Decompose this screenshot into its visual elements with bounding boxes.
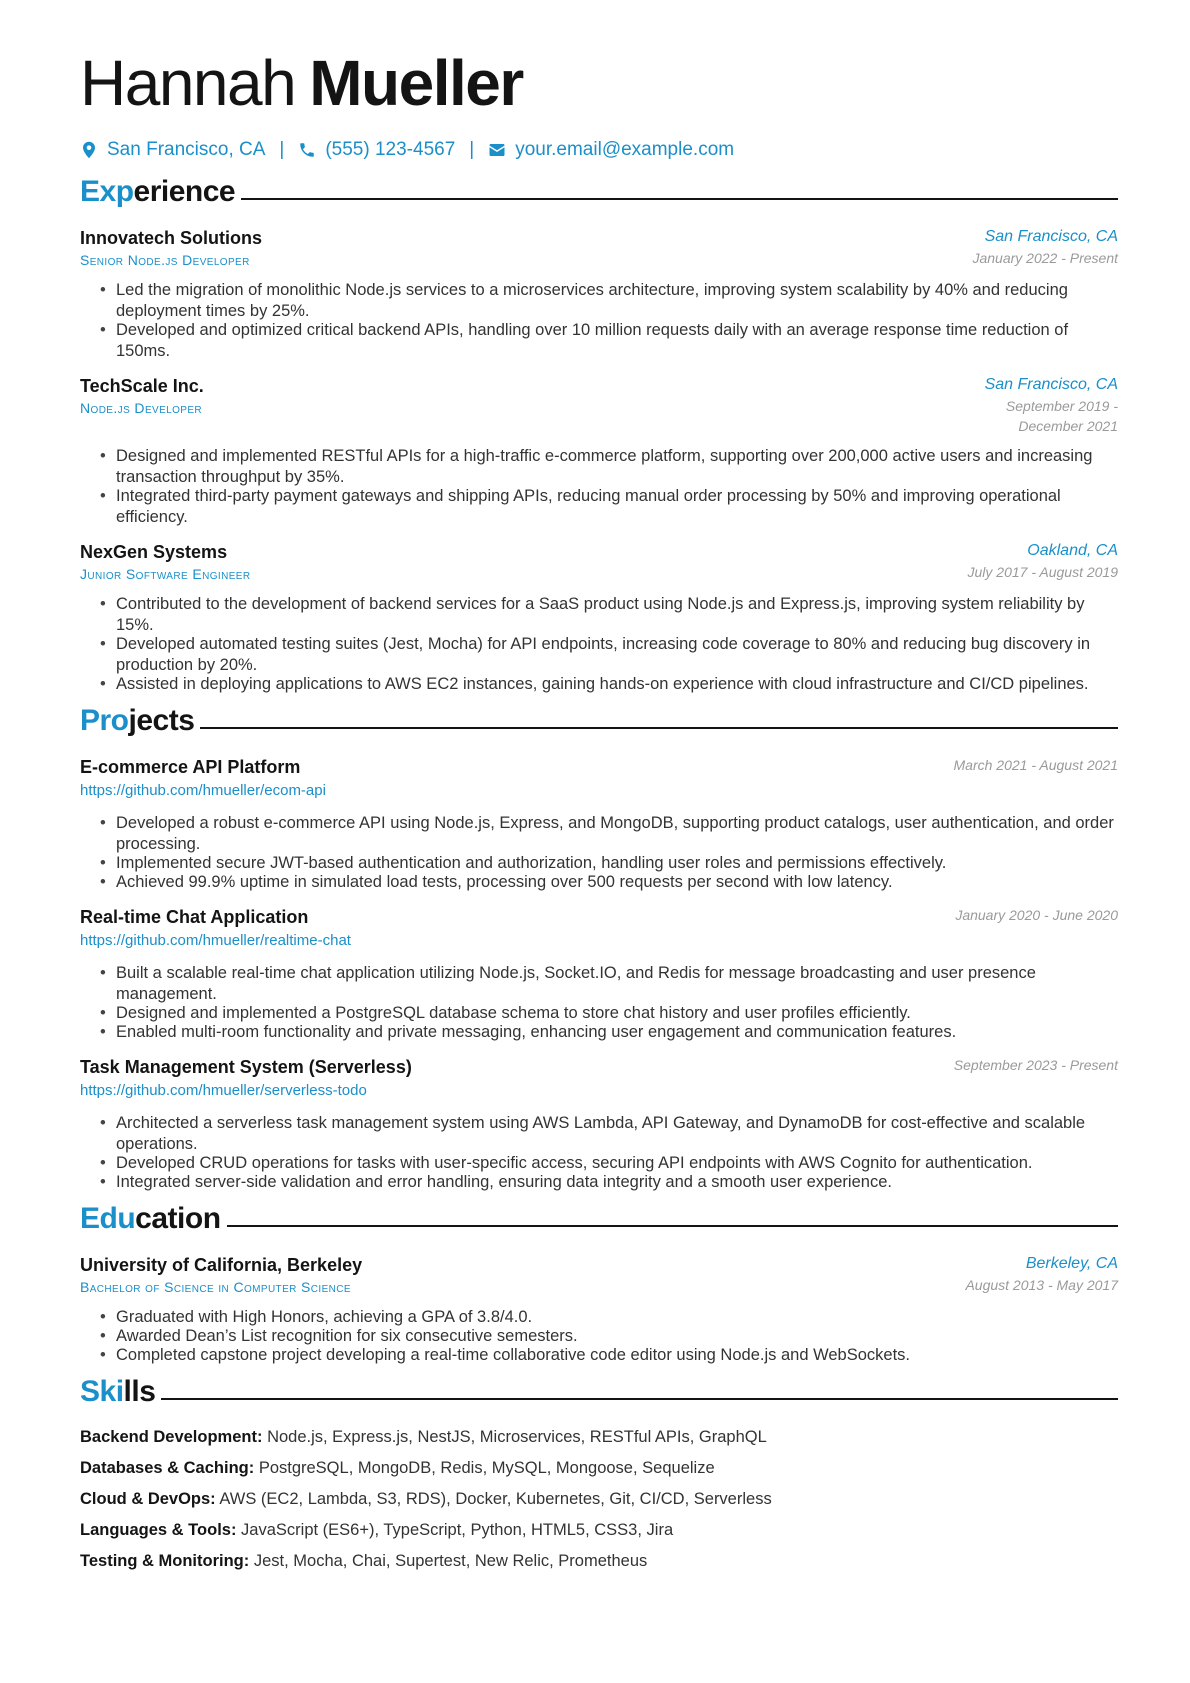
skill-category: Languages & Tools: — [80, 1521, 237, 1539]
job-role: Node.js Developer — [80, 400, 203, 416]
list-item: • Contributed to the development of backend services for a SaaS product using Node.js and Express.js, improving system reliability by 15%. — [116, 594, 1118, 636]
envelope-icon — [488, 141, 506, 159]
job-location: San Francisco, CA — [984, 376, 1118, 393]
contact-separator: | — [279, 139, 285, 160]
experience-entry — [80, 374, 1118, 528]
skill-row — [80, 1422, 1118, 1453]
list-item: • Awarded Dean’s List recognition for six consecutive semesters. — [116, 1326, 1118, 1347]
skill-category: Cloud & DevOps: — [80, 1490, 216, 1508]
bullet-list — [80, 280, 1118, 362]
list-item: • Implemented secure JWT-based authentication and authorization, handling user roles and permissions effectively. — [116, 853, 1118, 874]
email-text: your.email@example.com — [515, 139, 735, 160]
bullet-list — [80, 594, 1118, 695]
phone-icon — [298, 141, 316, 159]
job-dates: September 2019 - December 2021 — [1005, 398, 1118, 434]
job-dates: January 2022 - Present — [972, 250, 1118, 266]
project-entry — [80, 1055, 1118, 1193]
company-name: Innovatech Solutions — [80, 228, 263, 248]
phone-text: (555) 123-4567 — [325, 139, 456, 160]
contact-separator: | — [469, 139, 475, 160]
section-title: Education — [80, 1202, 221, 1235]
project-link[interactable]: https://github.com/hmueller/realtime-chat — [80, 932, 351, 949]
skill-category: Databases & Caching: — [80, 1459, 255, 1477]
list-item: • Integrated third-party payment gateways and shipping APIs, reducing manual order processing by 50% and improving operational efficiency. — [116, 486, 1118, 528]
section-divider — [227, 1225, 1118, 1227]
experience-section-header — [80, 172, 1118, 212]
bullet-list — [80, 1113, 1118, 1193]
skill-category: Backend Development: — [80, 1428, 263, 1446]
skill-items: Node.js, Express.js, NestJS, Microservices, RESTful APIs, GraphQL — [267, 1428, 767, 1446]
map-pin-icon — [80, 141, 98, 159]
list-item: • Built a scalable real-time chat application utilizing Node.js, Socket.IO, and Redis for message broadcasting and user presence management. — [116, 963, 1118, 1005]
contact-email[interactable] — [488, 139, 734, 161]
project-link[interactable]: https://github.com/hmueller/ecom-api — [80, 782, 326, 799]
skill-items: Jest, Mocha, Chai, Supertest, New Relic, Prometheus — [253, 1552, 648, 1570]
section-title: Experience — [80, 175, 236, 208]
project-entry — [80, 755, 1118, 893]
company-name: NexGen Systems — [80, 542, 228, 562]
job-dates: July 2017 - August 2019 — [967, 564, 1118, 580]
contact-phone[interactable] — [298, 139, 455, 161]
experience-entry — [80, 226, 1118, 362]
resume-name — [80, 0, 1118, 124]
job-location: Oakland, CA — [1027, 542, 1118, 559]
list-item: • Achieved 99.9% uptime in simulated load tests, processing over 500 requests per second with low latency. — [116, 872, 1118, 893]
list-item: • Architected a serverless task management system using AWS Lambda, API Gateway, and DynamoDB for cost-effective and scalable operations. — [116, 1113, 1118, 1155]
list-item: • Developed a robust e-commerce API using Node.js, Express, and MongoDB, supporting product catalogs, user authentication, and order processing. — [116, 813, 1118, 855]
location-text: San Francisco, CA — [107, 139, 266, 160]
skill-items: JavaScript (ES6+), TypeScript, Python, HTML5, CSS3, Jira — [241, 1521, 674, 1539]
degree: Bachelor of Science in Computer Science — [80, 1279, 351, 1295]
skill-row — [80, 1515, 1118, 1546]
project-dates: January 2020 - June 2020 — [955, 907, 1118, 923]
project-name: E-commerce API Platform — [80, 757, 301, 777]
project-name: Task Management System (Serverless) — [80, 1057, 412, 1077]
skill-items: PostgreSQL, MongoDB, Redis, MySQL, Mongoose, Sequelize — [258, 1459, 715, 1477]
list-item: • Designed and implemented RESTful APIs for a high-traffic e-commerce platform, supporting over 200,000 active users and increasing transaction throughput by 35%. — [116, 446, 1118, 488]
job-location: San Francisco, CA — [984, 228, 1118, 245]
list-item: • Led the migration of monolithic Node.js services to a microservices architecture, improving system scalability by 40% and reducing deployment times by 25%. — [116, 280, 1118, 322]
skills-list — [80, 1422, 1118, 1577]
skill-items: AWS (EC2, Lambda, S3, RDS), Docker, Kubernetes, Git, CI/CD, Serverless — [219, 1490, 772, 1508]
job-role: Senior Node.js Developer — [80, 252, 250, 268]
skill-category: Testing & Monitoring: — [80, 1552, 250, 1570]
project-entry — [80, 905, 1118, 1043]
education-entry — [80, 1253, 1118, 1366]
experience-entry — [80, 540, 1118, 695]
school-location: Berkeley, CA — [1025, 1255, 1118, 1272]
list-item: • Integrated server-side validation and error handling, ensuring data integrity and a smooth user experience. — [116, 1172, 1118, 1193]
last-name: Mueller — [309, 47, 523, 119]
skill-row — [80, 1546, 1118, 1577]
project-dates: September 2023 - Present — [953, 1057, 1118, 1073]
skills-section-header — [80, 1372, 1118, 1412]
list-item: • Graduated with High Honors, achieving a GPA of 3.8/4.0. — [116, 1307, 1118, 1328]
list-item: • Completed capstone project developing a real-time collaborative code editor using Node.js and WebSockets. — [116, 1345, 1118, 1366]
school-name: University of California, Berkeley — [80, 1255, 363, 1275]
skill-row — [80, 1484, 1118, 1515]
section-title: Projects — [80, 704, 195, 737]
bullet-list — [80, 963, 1118, 1043]
bullet-list — [80, 813, 1118, 893]
contact-location — [80, 139, 265, 161]
education-section-header — [80, 1199, 1118, 1239]
job-role: Junior Software Engineer — [80, 566, 251, 582]
list-item: • Developed and optimized critical backend APIs, handling over 10 million requests daily with an average response time reduction of 150ms. — [116, 320, 1118, 362]
first-name: Hannah — [80, 47, 296, 119]
project-name: Real-time Chat Application — [80, 907, 309, 927]
list-item: • Designed and implemented a PostgreSQL database schema to store chat history and user profiles efficiently. — [116, 1003, 1118, 1024]
section-title: Skills — [80, 1375, 156, 1408]
section-divider — [241, 198, 1118, 200]
list-item: • Developed CRUD operations for tasks with user-specific access, securing API endpoints with AWS Cognito for authentication. — [116, 1153, 1118, 1174]
projects-section-header — [80, 701, 1118, 741]
company-name: TechScale Inc. — [80, 376, 204, 396]
list-item: • Enabled multi-room functionality and private messaging, enhancing user engagement and communication features. — [116, 1022, 1118, 1043]
skill-row — [80, 1453, 1118, 1484]
contact-bar — [80, 136, 1118, 164]
bullet-list — [80, 446, 1118, 528]
project-dates: March 2021 - August 2021 — [953, 757, 1118, 773]
list-item: • Developed automated testing suites (Jest, Mocha) for API endpoints, increasing code coverage to 80% and reducing bug discovery in production by 20%. — [116, 634, 1118, 676]
section-divider — [161, 1398, 1118, 1400]
list-item: • Assisted in deploying applications to AWS EC2 instances, gaining hands-on experience with cloud infrastructure and CI/CD pipelines. — [116, 674, 1118, 695]
project-link[interactable]: https://github.com/hmueller/serverless-todo — [80, 1082, 367, 1099]
bullet-list — [80, 1307, 1118, 1366]
education-dates: August 2013 - May 2017 — [965, 1277, 1118, 1293]
section-divider — [200, 727, 1118, 729]
